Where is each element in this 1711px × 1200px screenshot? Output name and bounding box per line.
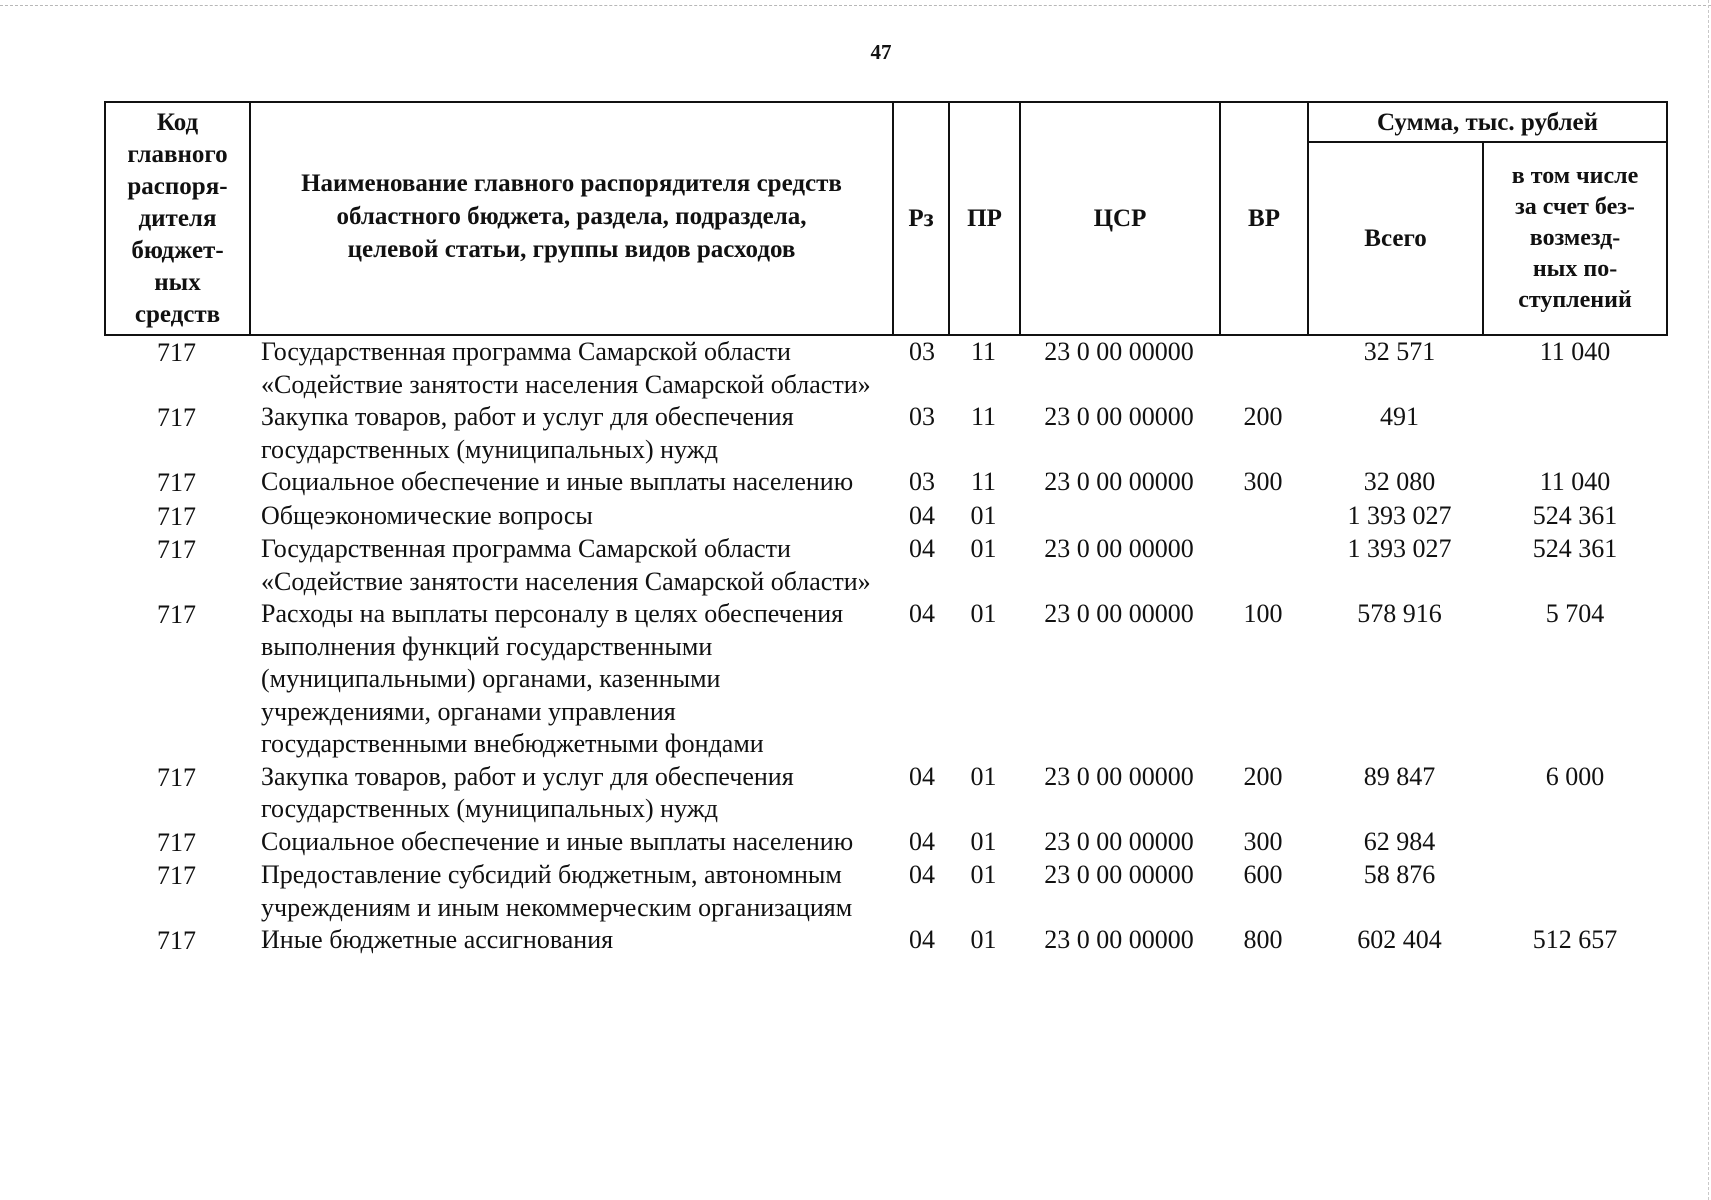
cell-code: 717 (157, 762, 196, 792)
cell-csr: 23 0 00 00000 (1044, 925, 1194, 954)
cell-free: 11 040 (1539, 337, 1611, 366)
cell-name: Закупка товаров, работ и услуг для обеспечения государственных (муниципальных) нужд (261, 402, 794, 464)
scan-edge-top (0, 5, 1711, 6)
cell-rz: 04 (909, 860, 935, 889)
cell-vr: 800 (1243, 925, 1283, 954)
cell-name: Предоставление субсидий бюджетным, автономным учреждениям и иным некоммерческим организациям (261, 860, 853, 922)
cell-pr: 11 (970, 402, 997, 431)
header-code-cell (105, 102, 250, 335)
cell-total: 491 (1380, 402, 1419, 431)
table-row (104, 336, 1666, 401)
cell-free (1482, 401, 1666, 466)
cell-csr: 23 0 00 00000 (1044, 860, 1194, 889)
cell-code: 717 (157, 338, 196, 367)
cell-csr: 23 0 00 00000 (1044, 337, 1194, 366)
header-rz: Рз (893, 102, 949, 335)
header-total: Всего (1308, 142, 1483, 335)
header-name-line: областного бюджета, раздела, подраздела, (336, 203, 807, 230)
cell-total: 1 393 027 (1347, 534, 1452, 563)
cell-total: 578 916 (1357, 599, 1442, 628)
header-free-line: за счет без- (1515, 194, 1635, 220)
table-row (104, 826, 1666, 860)
cell-pr: 01 (970, 826, 997, 856)
table-row (104, 401, 1666, 466)
cell-name: Расходы на выплаты персоналу в целях обеспечения выполнения функций государственными (муниципальными) органами, казенными учреждениями, органами управления государственными внебюджетными фондами (261, 599, 844, 758)
cell-pr: 01 (970, 500, 997, 530)
header-code-line: ных (154, 269, 201, 296)
cell-free (1482, 859, 1666, 924)
cell-csr: 23 0 00 00000 (1044, 534, 1194, 563)
cell-rz: 04 (909, 500, 935, 530)
cell-total: 602 404 (1357, 925, 1442, 954)
cell-vr: 200 (1243, 761, 1283, 791)
cell-pr: 01 (970, 761, 997, 791)
cell-csr: 23 0 00 00000 (1044, 599, 1194, 628)
cell-free: 512 657 (1532, 925, 1618, 954)
cell-pr: 11 (970, 467, 997, 496)
cell-pr: 01 (970, 534, 997, 563)
table-row (104, 500, 1666, 534)
table-row (104, 598, 1666, 761)
cell-vr: 100 (1243, 599, 1283, 628)
header-vr: ВР (1220, 102, 1308, 335)
cell-rz: 04 (909, 761, 935, 791)
table-row (104, 924, 1666, 958)
cell-name: Социальное обеспечение и иные выплаты населению (261, 467, 854, 496)
cell-code: 717 (157, 468, 196, 497)
header-pr: ПР (949, 102, 1020, 335)
cell-code: 717 (157, 600, 196, 629)
cell-name: Государственная программа Самарской области «Содействие занятости населения Самарской области» (261, 534, 871, 596)
cell-vr: 300 (1243, 826, 1283, 856)
header-code-line: средств (134, 301, 221, 328)
header-csr: ЦСР (1020, 102, 1220, 335)
cell-total: 32 080 (1363, 467, 1436, 496)
cell-rz: 04 (909, 826, 935, 856)
header-code-line: Код (156, 109, 199, 136)
header-free-line: в том числе (1511, 163, 1639, 189)
table-row (104, 859, 1666, 924)
cell-name: Иные бюджетные ассигнования (261, 925, 614, 954)
cell-pr: 11 (970, 337, 997, 366)
cell-vr (1219, 336, 1307, 401)
cell-csr: 23 0 00 00000 (1044, 467, 1194, 496)
cell-free (1482, 826, 1666, 860)
header-code-line: распоря- (127, 173, 228, 200)
page-number: 47 (870, 40, 892, 64)
cell-free: 11 040 (1539, 467, 1611, 496)
cell-vr (1219, 533, 1307, 598)
cell-csr: 23 0 00 00000 (1044, 761, 1194, 791)
cell-rz: 04 (909, 534, 935, 563)
scan-edge-right (1708, 0, 1709, 1200)
cell-csr: 23 0 00 00000 (1044, 402, 1194, 431)
cell-name: Общеэкономические вопросы (261, 500, 593, 530)
cell-pr: 01 (970, 860, 997, 889)
cell-name: Закупка товаров, работ и услуг для обеспечения государственных (муниципальных) нужд (261, 761, 794, 823)
cell-code: 717 (157, 535, 196, 564)
header-sum: Сумма, тыс. рублей (1308, 102, 1667, 142)
header-free-line: ступлений (1518, 287, 1632, 313)
cell-csr (1019, 500, 1219, 534)
cell-vr: 600 (1243, 860, 1283, 889)
cell-code: 717 (157, 861, 196, 890)
cell-free: 5 704 (1545, 599, 1605, 628)
cell-total: 62 984 (1363, 826, 1436, 856)
cell-rz: 04 (909, 599, 935, 628)
cell-csr: 23 0 00 00000 (1044, 826, 1194, 856)
cell-pr: 01 (970, 925, 997, 954)
cell-code: 717 (157, 501, 196, 531)
cell-total: 1 393 027 (1347, 500, 1452, 530)
cell-vr: 300 (1243, 467, 1283, 496)
cell-total: 32 571 (1363, 337, 1436, 366)
cell-code: 717 (157, 827, 196, 857)
cell-rz: 03 (909, 402, 935, 431)
table-row (104, 761, 1666, 826)
header-code-line: бюджет- (131, 237, 224, 264)
header-code-line: дителя (138, 205, 217, 232)
cell-pr: 01 (970, 599, 997, 628)
header-name-line: Наименование главного распорядителя средств (301, 170, 842, 197)
cell-vr (1219, 500, 1307, 534)
header-name-cell (250, 102, 893, 335)
header-name-line: целевой статьи, группы видов расходов (347, 236, 796, 263)
table-row (104, 466, 1666, 500)
cell-name: Социальное обеспечение и иные выплаты населению (261, 826, 854, 856)
header-free-cell (1483, 142, 1667, 335)
table-header (104, 101, 1668, 336)
header-code-line: главного (127, 141, 228, 168)
cell-free: 524 361 (1532, 500, 1618, 530)
cell-name: Государственная программа Самарской области «Содействие занятости населения Самарской области» (261, 337, 871, 399)
table-body (104, 336, 1666, 958)
cell-rz: 03 (909, 337, 935, 366)
cell-free: 6 000 (1545, 761, 1605, 791)
header-free-line: возмезд- (1529, 225, 1621, 251)
cell-code: 717 (157, 403, 196, 432)
cell-code: 717 (157, 926, 196, 955)
cell-total: 58 876 (1363, 860, 1436, 889)
cell-free: 524 361 (1532, 534, 1618, 563)
cell-rz: 04 (909, 925, 935, 954)
header-free-line: ных по- (1532, 256, 1618, 282)
cell-total: 89 847 (1363, 761, 1436, 791)
cell-vr: 200 (1243, 402, 1283, 431)
table-row (104, 533, 1666, 598)
cell-rz: 03 (909, 467, 935, 496)
